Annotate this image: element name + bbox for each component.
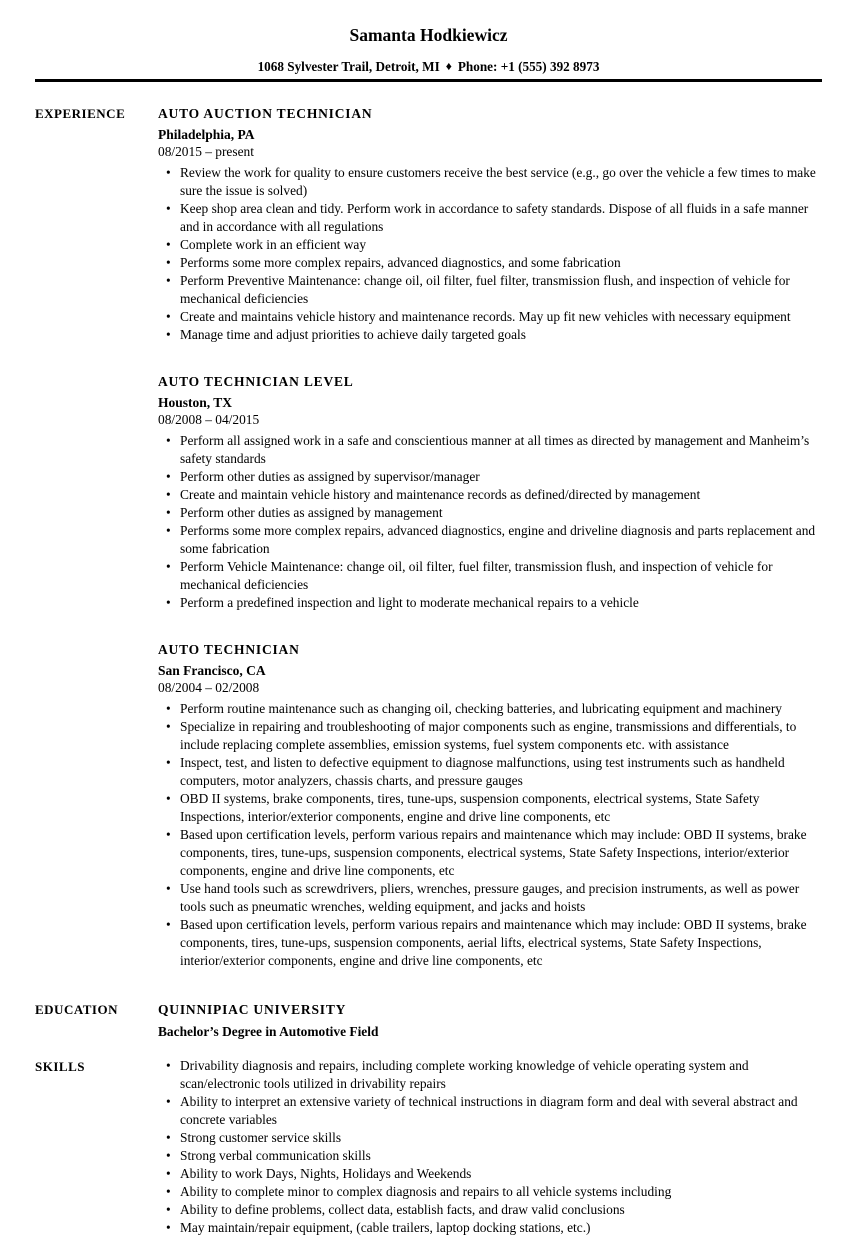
job-bullet-item: • Perform routine maintenance such as changing oil, checking batteries, and lubricating equipment and machinery (180, 700, 822, 718)
skill-bullet-item: • Ability to define problems, collect data, establish facts, and draw valid conclusions (180, 1201, 822, 1219)
experience-section (35, 104, 822, 970)
job-bullet-item: • Perform other duties as assigned by management (180, 504, 822, 522)
skill-bullet-item: • Ability to work Days, Nights, Holidays and Weekends (180, 1165, 822, 1183)
job-bullet-item: • Inspect, test, and listen to defective equipment to diagnose malfunctions, using test instruments such as handheld computers, motor analyzers, chassis charts, and pressure gauges (180, 754, 822, 790)
job-bullet-item: • Perform other duties as assigned by supervisor/manager (180, 468, 822, 486)
job-bullet-list (158, 700, 822, 970)
job-bullet-list (158, 432, 822, 612)
education-section-content (158, 1000, 822, 1039)
skills-section (35, 1057, 822, 1237)
skill-bullet-item: • Drivability diagnosis and repairs, including complete working knowledge of vehicle operating system and scan/electronic tools utilized in drivability repairs (180, 1057, 822, 1093)
job-bullet-item: • OBD II systems, brake components, tires, tune-ups, suspension components, electrical systems, State Safety Inspections, interior/exterior components, engine and drive line components, etc (180, 790, 822, 826)
job-location: San Francisco, CA (158, 663, 266, 678)
education-degree: Bachelor’s Degree in Automotive Field (158, 1024, 379, 1039)
job-bullet-item: • Based upon certification levels, perform various repairs and maintenance which may include: OBD II systems, brake components, tires, tune-ups, suspension components, aerial lifts, electrical systems, State Safety Inspections, interior/exterior components, engine and drive line components, etc (180, 916, 822, 970)
job-location: Houston, TX (158, 395, 233, 410)
job-dates: 08/2004 – 02/2008 (158, 680, 260, 695)
job-title: AUTO TECHNICIAN (158, 642, 300, 657)
resume-header (35, 26, 822, 82)
candidate-name: Samanta Hodkiewicz (349, 25, 508, 45)
job-bullet-item: • Keep shop area clean and tidy. Perform work in accordance to safety standards. Dispose of all fluids in a safe manner and in accordance with all regulations (180, 200, 822, 236)
job-bullet-item: • Performs some more complex repairs, advanced diagnostics, and some fabrication (180, 254, 822, 272)
job-bullet-item: • Based upon certification levels, perform various repairs and maintenance which may include: OBD II systems, brake components, tires, tune-ups, suspension components, electrical systems, State Safety Inspections, interior/exterior components, engine and drive line components, etc (180, 826, 822, 880)
job-bullet-item: • Use hand tools such as screwdrivers, pliers, wrenches, pressure gauges, and precision instruments, as well as power tools such as pneumatic wrenches, welding equipment, and jacks and hoists (180, 880, 822, 916)
job-title: AUTO TECHNICIAN LEVEL (158, 374, 354, 389)
contact-line (35, 58, 822, 75)
skills-section-content (158, 1057, 822, 1237)
skill-bullet-item: • Strong verbal communication skills (180, 1147, 822, 1165)
job-bullet-item: • Complete work in an efficient way (180, 236, 822, 254)
contact-phone: Phone: +1 (555) 392 8973 (457, 59, 600, 74)
job-dates: 08/2008 – 04/2015 (158, 412, 260, 427)
job-title: AUTO AUCTION TECHNICIAN (158, 106, 373, 121)
experience-section-label: EXPERIENCE (35, 106, 126, 121)
skills-section-label: SKILLS (35, 1059, 85, 1074)
job-location: Philadelphia, PA (158, 127, 255, 142)
skill-bullet-item: • Ability to complete minor to complex diagnosis and repairs to all vehicle systems including (180, 1183, 822, 1201)
education-school: QUINNIPIAC UNIVERSITY (158, 1002, 347, 1017)
job-bullet-item: • Manage time and adjust priorities to achieve daily targeted goals (180, 326, 822, 344)
job-bullet-item: • Review the work for quality to ensure customers receive the best service (e.g., go over the vehicle a few times to make sure the issue is solved) (180, 164, 822, 200)
job-bullet-item: • Perform a predefined inspection and light to moderate mechanical repairs to a vehicle (180, 594, 822, 612)
skill-bullet-item: • May maintain/repair equipment, (cable trailers, laptop docking stations, etc.) (180, 1219, 822, 1237)
skills-bullet-list (158, 1057, 822, 1237)
job-bullet-item: • Specialize in repairing and troubleshooting of major components such as engine, transmissions and differentials, to include replacing complete assemblies, emission systems, fuel system components etc. with assistance (180, 718, 822, 754)
education-section (35, 1000, 822, 1039)
skill-bullet-item: • Strong customer service skills (180, 1129, 822, 1147)
job-bullet-list (158, 164, 822, 344)
job-dates: 08/2015 – present (158, 144, 254, 159)
diamond-separator-icon: ♦ (445, 59, 452, 73)
skill-bullet-item: • Ability to interpret an extensive variety of technical instructions in diagram form and deal with several abstract and concrete variables (180, 1093, 822, 1129)
job-bullet-item: • Perform all assigned work in a safe and conscientious manner at all times as directed by management and Manheim’s safety standards (180, 432, 822, 468)
resume-body (35, 104, 822, 1237)
experience-section-content (158, 104, 822, 970)
job-bullet-item: • Perform Vehicle Maintenance: change oil, oil filter, fuel filter, transmission flush, and inspection of vehicle for mechanical deficiencies (180, 558, 822, 594)
job-entry (158, 372, 822, 612)
job-bullet-item: • Performs some more complex repairs, advanced diagnostics, engine and driveline diagnosis and parts replacement and some fabrication (180, 522, 822, 558)
header-divider (35, 79, 822, 82)
education-section-label: EDUCATION (35, 1002, 118, 1017)
job-entry (158, 104, 822, 344)
job-bullet-item: • Perform Preventive Maintenance: change oil, oil filter, fuel filter, transmission flush, and inspection of vehicle for mechanical deficiencies (180, 272, 822, 308)
contact-address: 1068 Sylvester Trail, Detroit, MI (257, 59, 440, 74)
job-entry (158, 640, 822, 970)
job-bullet-item: • Create and maintain vehicle history and maintenance records as defined/directed by management (180, 486, 822, 504)
job-bullet-item: • Create and maintains vehicle history and maintenance records. May up fit new vehicles with necessary equipment (180, 308, 822, 326)
